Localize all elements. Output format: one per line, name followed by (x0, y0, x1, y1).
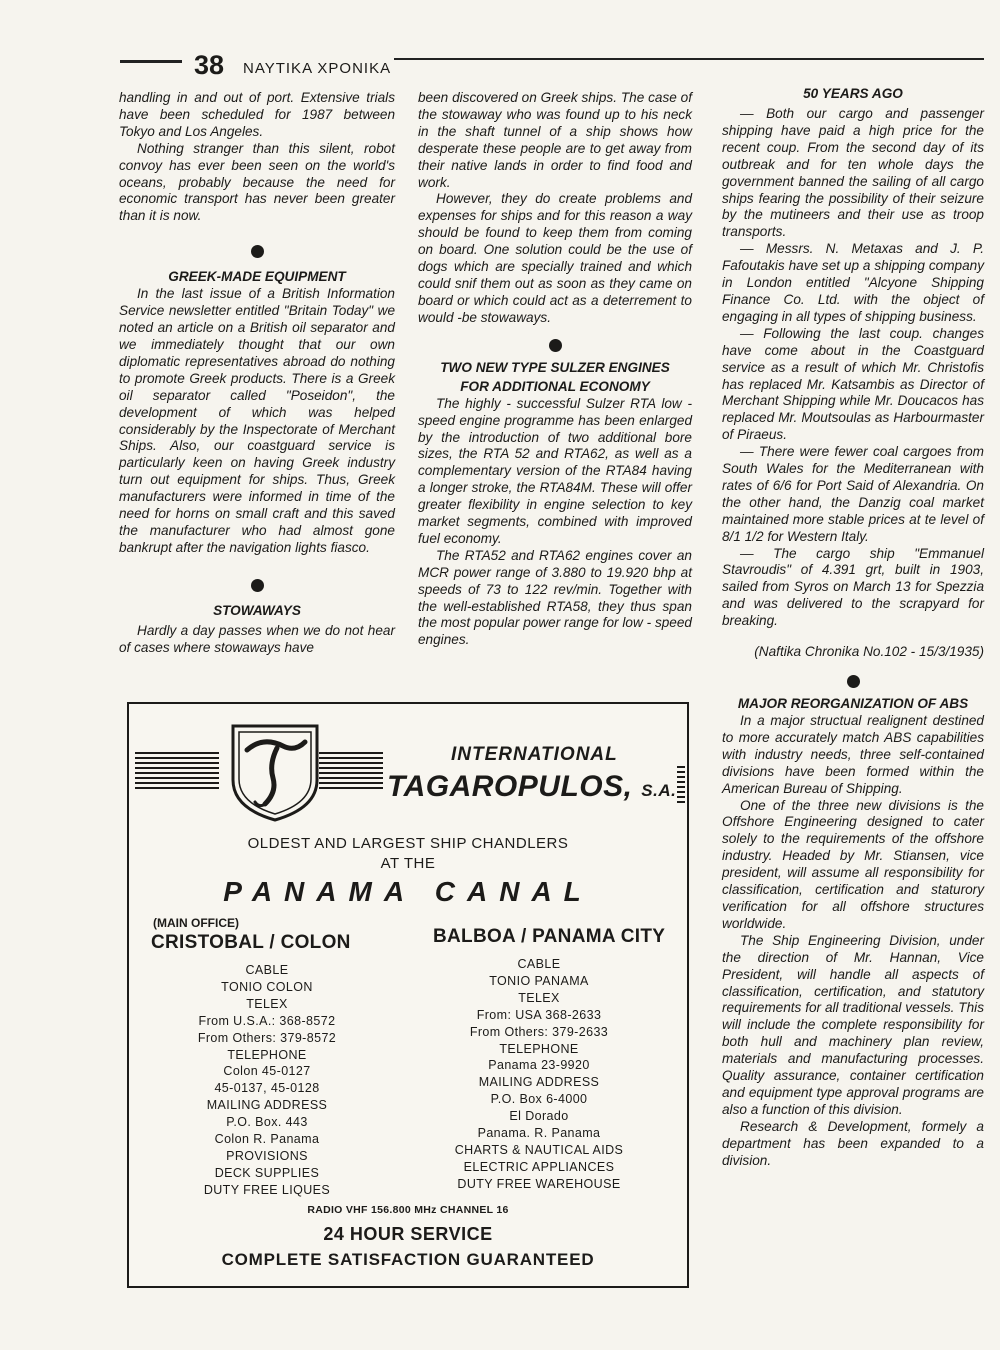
paragraph: Research & Development, formely a department has been expanded to a division. (722, 1118, 984, 1168)
ad-brand-name (387, 770, 676, 808)
ad-radio-channel: RADIO VHF 156.800 MHz CHANNEL 16 (307, 1204, 509, 1216)
ad-detail-line: Panama. R. Panama (477, 1126, 601, 1141)
paragraph: The highly - successful Sulzer RTA low - speed engine programme has been enlarged by the introduction of two additional bore sizes, the RTA 52 and RTA62, as well as a complementary version of the RTA84 having a longer stroke, the RTA84M. These will offer greater flexibility in engine selection to key market segments, combined with improved fuel economy. (418, 395, 692, 546)
ad-stripe-right (677, 766, 685, 805)
ad-satisfaction: COMPLETE SATISFACTION GUARANTEED (221, 1250, 595, 1269)
tagaropulos-logo-icon (225, 720, 325, 824)
ad-office-cristobal: CRISTOBAL / COLON (151, 932, 351, 953)
heading-50-years-ago: 50 YEARS AGO (803, 86, 903, 101)
bullet-separator (549, 339, 562, 352)
ad-cristobal-details (169, 962, 365, 1199)
column-2 (418, 90, 692, 649)
ad-international: INTERNATIONAL (451, 744, 618, 765)
ad-detail-line: TONIO COLON (221, 979, 313, 994)
ad-brand-suffix: S.A. (641, 781, 677, 800)
ad-office-balboa: BALBOA / PANAMA CITY (433, 926, 666, 947)
ad-detail-line: Colon 45-0127 (223, 1064, 311, 1079)
ad-tagline (129, 834, 687, 874)
ad-detail-line: Colon R. Panama (214, 1132, 320, 1147)
paragraph: — Both our cargo and passenger shipping have paid a high price for the recent coup. From the second day of its outbreak and for ten whole days the government banned the sailing of all cargo ships fearing the possibility of their seizure by the mutineers and their use as troop transports. (722, 106, 984, 240)
ad-detail-line: From Others: 379-2633 (469, 1024, 609, 1039)
ad-detail-line: TELEPHONE (227, 1047, 307, 1062)
ad-detail-line: P.O. Box 6-4000 (490, 1092, 588, 1107)
ad-detail-line: PROVISIONS (226, 1148, 308, 1163)
paragraph: been discovered on Greek ships. The case of the stowaway who was found up to his neck in the shaft tunnel of a ship shows how desperate these people are to get away from their native lands in order to find food and work. (418, 90, 692, 190)
ad-stripe-left (135, 752, 219, 791)
column-1 (119, 90, 395, 657)
bullet-separator (251, 245, 264, 258)
ad-detail-line: MAILING ADDRESS (478, 1075, 600, 1090)
ad-detail-line: 45-0137, 45-0128 (214, 1081, 320, 1096)
paragraph: Hardly a day passes when we do not hear of cases where stowaways have (119, 622, 395, 655)
ad-tagline-line-2: AT THE (380, 855, 436, 872)
citation: (Naftika Chronika No.102 - 15/3/1935) (754, 644, 984, 660)
paragraph: — The cargo ship "Emmanuel Stavroudis" of 4.391 grt, built in 1903, sailed from Syros on March 13 for Spezzia and was delivered to the scrapyard for breaking. (722, 545, 984, 629)
ad-detail-line: TELEPHONE (499, 1041, 579, 1056)
ad-detail-line: CABLE (517, 957, 561, 971)
heading-sulzer-engines: TWO NEW TYPE SULZER ENGINES FOR ADDITIONAL ECONOMY (440, 359, 670, 394)
bullet-separator (251, 579, 264, 592)
paragraph: One of the three new divisions is the Offshore Engineering designed to cater solely to the requirements of the offshore industry. Headed by Mr. Stiansen, vice president, will assume all responsibility for classification, certification and staturory verification for all offshore structures worldwide. (722, 797, 984, 931)
ad-stripe-mid (319, 752, 383, 791)
ad-panama-canal: PANAMA CANAL (223, 876, 593, 907)
ad-detail-line: DUTY FREE WAREHOUSE (457, 1176, 621, 1191)
ad-detail-line: From: USA 368-2633 (476, 1007, 602, 1022)
heading-stowaways: STOWAWAYS (213, 602, 301, 618)
ad-detail-line: ELECTRIC APPLIANCES (463, 1159, 615, 1174)
paragraph: — Following the last coup. changes have come about in the Coastguard service as a result of which Mr. Christofis has replaced Mr. Katsambis as Director of Merchant Shipping while Mr. Doucacos has replaced Mr. Moutsoulas as Harbourmaster of Piraeus. (722, 325, 984, 443)
ad-detail-line: TELEX (246, 996, 288, 1011)
ad-detail-line: Panama 23-9920 (488, 1058, 590, 1073)
ad-detail-line: From U.S.A.: 368-8572 (198, 1013, 336, 1028)
heading-greek-made-equipment: GREEK-MADE EQUIPMENT (168, 269, 346, 285)
ad-detail-line: TONIO PANAMA (489, 973, 589, 988)
ad-detail-line: P.O. Box. 443 (226, 1115, 308, 1130)
header-rule-right (394, 58, 984, 60)
ad-tagline-line-1: OLDEST AND LARGEST SHIP CHANDLERS (247, 835, 569, 852)
paragraph: In the last issue of a British Information Service newsletter entitled "Britain Today" we noted an article on a British oil separator and we immediately thought that our own diplomatic representatives abroad do nothing to promote Greek products. There is a Greek oil separator called "Poseidon", the development of which was helped considerably by the Inspectorate of Merchant Ships. Also, our coastguard service is particularly keen on having Greek industry turn out equipment for ships. Thus, Greek manufacturers were informed in time of the need for horns on small craft and this saved the manufacturer who had almost gone bankrupt after the navigation lights fiasco. (119, 286, 395, 555)
ad-detail-line: El Dorado (509, 1109, 569, 1124)
bullet-separator (847, 675, 860, 688)
paragraph: — There were fewer coal cargoes from South Wales for the Mediterranean with rates of 6/6 for Port Said of Alexandria. On the other hand, the Danzig coal market maintained more stable prices at te level of 8/1 1/2 for Western Italy. (722, 444, 984, 544)
ad-detail-line: DUTY FREE LIQUES (203, 1182, 331, 1197)
tagaropulos-advertisement (127, 702, 689, 1288)
paragraph: The RTA52 and RTA62 engines cover an MCR power range of 3.880 to 19.920 bhp at speeds of 73 to 122 rev/min. Together with the well-established RTA58, they thus span the most popular power range for low - speed engines. (418, 547, 692, 648)
ad-main-office: (MAIN OFFICE) (153, 916, 239, 930)
ad-brand-text: TAGAROPULOS, (387, 770, 633, 803)
paragraph: The Ship Engineering Division, under the direction of Mr. Hannan, Vice President, will handle all aspects of classification, certification, and statutory requirements for all traditional vessels. This will include the complete responsibility for both hull and machinery plan review, materials and manufacturing processes. Quality assurance, container certification and equipment type approval programs are also a function of this division. (722, 932, 984, 1117)
ad-detail-line: MAILING ADDRESS (206, 1098, 328, 1113)
page-number: 38 (194, 50, 225, 80)
ad-detail-line: CHARTS & NAUTICAL AIDS (454, 1142, 624, 1157)
paragraph: handling in and out of port. Extensive trials have been scheduled for 1987 between Tokyo and Los Angeles. (119, 90, 395, 139)
ad-detail-line: TELEX (518, 990, 560, 1005)
paragraph: Nothing stranger than this silent, robot convoy has ever been seen on the world's oceans, probably because the need for economic transport has never been greater than it is now. (119, 140, 395, 224)
paragraph: However, they do create problems and expenses for ships and for this reason a way should be found to keep them from coming on board. One solution could be the use of dogs which are specially trained and which could snif them out as soon as they came on board or which could act as a deterrement to would -be stowaways. (418, 191, 692, 325)
ad-detail-line: DECK SUPPLIES (214, 1165, 320, 1180)
ad-24-hour-service: 24 HOUR SERVICE (323, 1224, 493, 1244)
paragraph: — Messrs. N. Metaxas and J. P. Fafoutakis have set up a shipping company in London entitled "Alcyone Shipping Finance Co. Ltd. with the object of engaging in all types of shipping business. (722, 241, 984, 324)
paragraph: In a major structual realignent destined to more accurately match ABS capabilities with industry needs, three self-contained divisions have been formed within the American Bureau of Shipping. (722, 713, 984, 796)
heading-abs-reorganization: MAJOR REORGANIZATION OF ABS (737, 696, 969, 711)
ad-balboa-details (439, 956, 639, 1193)
ad-detail-line: CABLE (245, 963, 289, 977)
magazine-title: ΝΑΥΤΙΚΑ ΧΡΟΝΙΚΑ (243, 60, 392, 77)
ad-detail-line: From Others: 379-8572 (197, 1030, 337, 1045)
header-rule-left (120, 60, 182, 63)
column-3 (722, 84, 984, 1169)
